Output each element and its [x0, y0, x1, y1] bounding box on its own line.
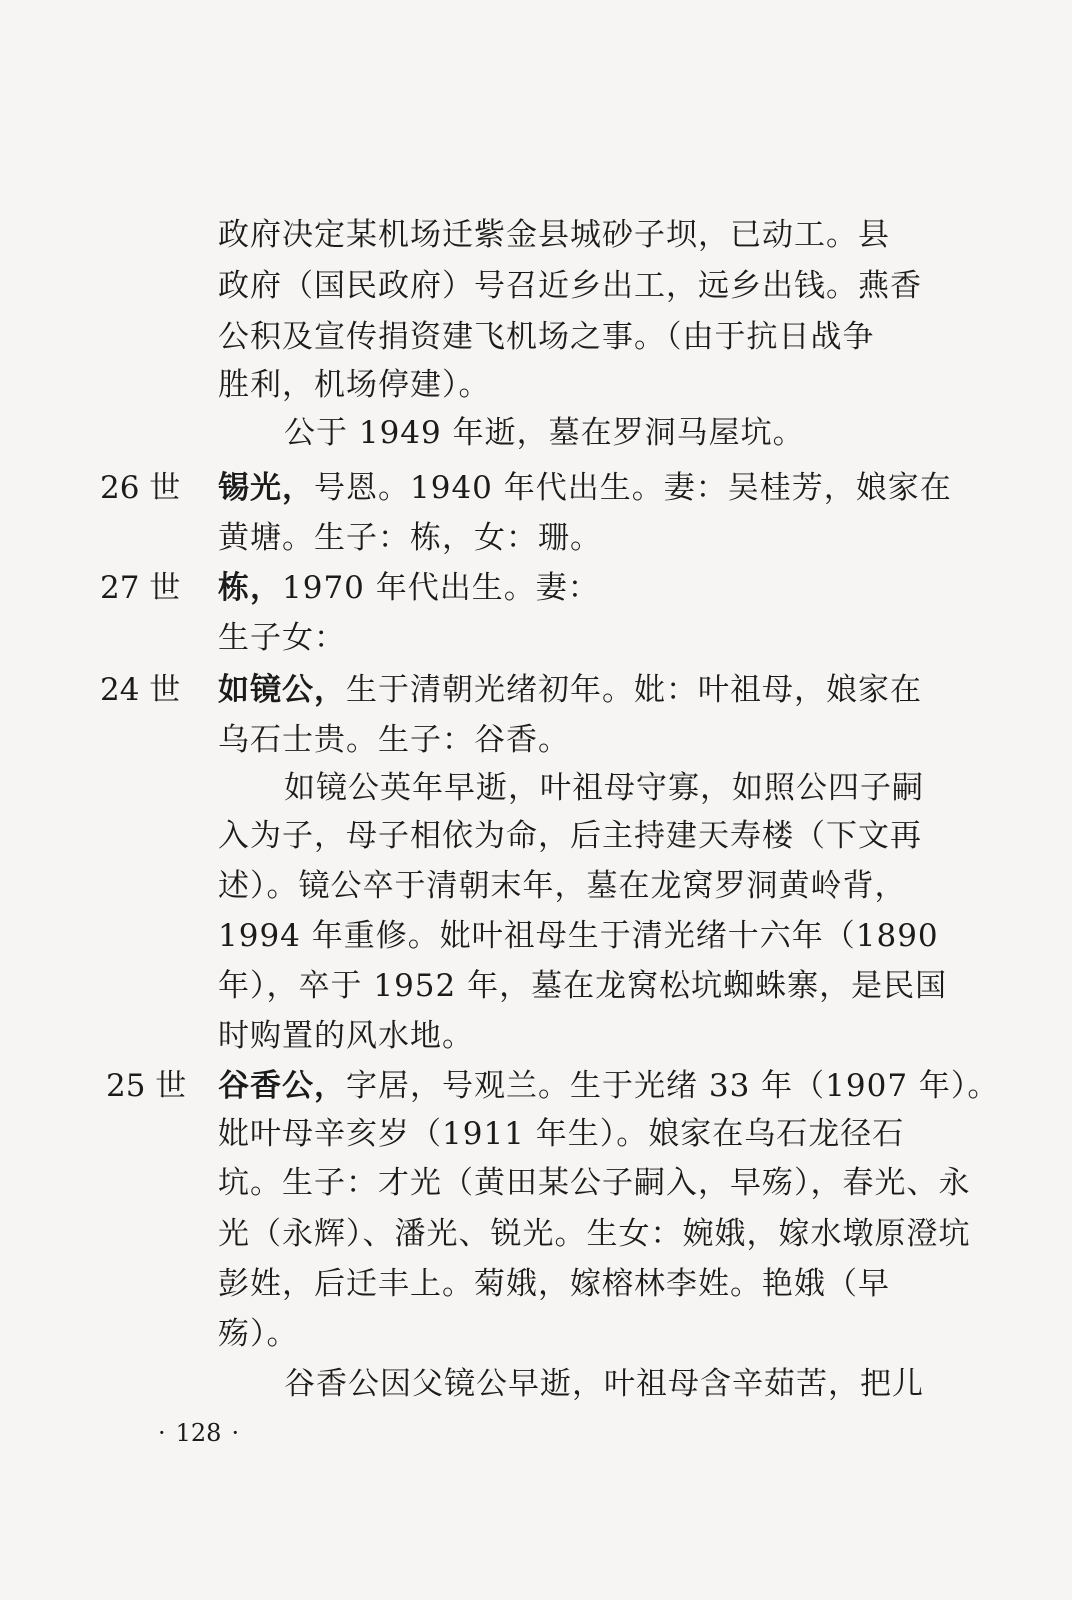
text-line: 政府决定某机场迁紫金县城砂子坝，已动工。县 — [218, 217, 890, 253]
text-line: 乌石士贵。生子：谷香。 — [218, 722, 570, 758]
text-line: 妣叶母辛亥岁（1911 年生）。娘家在乌石龙径石 — [218, 1116, 905, 1152]
text-line: 生子女： — [218, 620, 346, 656]
generation-label: 26 世 — [100, 470, 181, 506]
text-line: 谷香公因父镜公早逝，叶祖母含辛茹苦，把儿 — [284, 1366, 924, 1402]
entry-text: 号恩。1940 年代出生。妻：吴桂芳，娘家在 — [314, 470, 952, 506]
text-line: 胜利，机场停建）。 — [218, 367, 491, 403]
text-line: 述）。镜公卒于清朝末年，墓在龙窝罗洞黄岭背， — [218, 868, 907, 904]
entry-line — [218, 670, 922, 710]
person-name: 谷香公， — [218, 1068, 346, 1104]
page-number-value: 128 — [175, 1419, 222, 1447]
person-name: 锡光， — [218, 470, 314, 506]
person-name: 栋， — [218, 570, 282, 606]
page-number: · 128 · — [158, 1419, 240, 1447]
text-line: 黄塘。生子：栋，女：珊。 — [218, 520, 602, 556]
generation-label: 24 世 — [100, 672, 181, 708]
text-line: 如镜公英年早逝，叶祖母守寡，如照公四子嗣 — [284, 770, 924, 806]
text-line: 年），卒于 1952 年，墓在龙窝松坑蜘蛛寨，是民国 — [218, 968, 948, 1004]
entry-line — [218, 568, 600, 608]
text-line: 公积及宣传捐资建飞机场之事。（由于抗日战争 — [218, 319, 875, 355]
entry-line — [218, 468, 952, 508]
person-name: 如镜公， — [218, 672, 346, 708]
text-line: 1994 年重修。妣叶祖母生于清光绪十六年（1890 — [218, 918, 939, 954]
text-line: 彭姓，后迁丰上。菊娥，嫁榕林李姓。艳娥（早 — [218, 1266, 890, 1302]
generation-label: 25 世 — [106, 1068, 187, 1104]
entry-line — [218, 1066, 999, 1106]
text-line: 光（永辉）、潘光、锐光。生女：婉娥，嫁水墩原澄坑 — [218, 1216, 971, 1252]
text-line: 殇）。 — [218, 1316, 299, 1352]
text-line: 公于 1949 年逝，墓在罗洞马屋坑。 — [284, 415, 805, 451]
text-line: 政府（国民政府）号召近乡出工，远乡出钱。燕香 — [218, 268, 922, 304]
text-line: 时购置的风水地。 — [218, 1018, 474, 1054]
entry-text: 1970 年代出生。妻： — [282, 570, 600, 606]
entry-text: 生于清朝光绪初年。妣：叶祖母，娘家在 — [346, 672, 922, 708]
entry-text: 字居，号观兰。生于光绪 33 年（1907 年）。 — [346, 1068, 1000, 1104]
generation-label: 27 世 — [100, 570, 181, 606]
text-line: 入为子，母子相依为命，后主持建天寿楼（下文再 — [218, 818, 922, 854]
text-line: 坑。生子：才光（黄田某公子嗣入，早殇），春光、永 — [218, 1165, 971, 1201]
